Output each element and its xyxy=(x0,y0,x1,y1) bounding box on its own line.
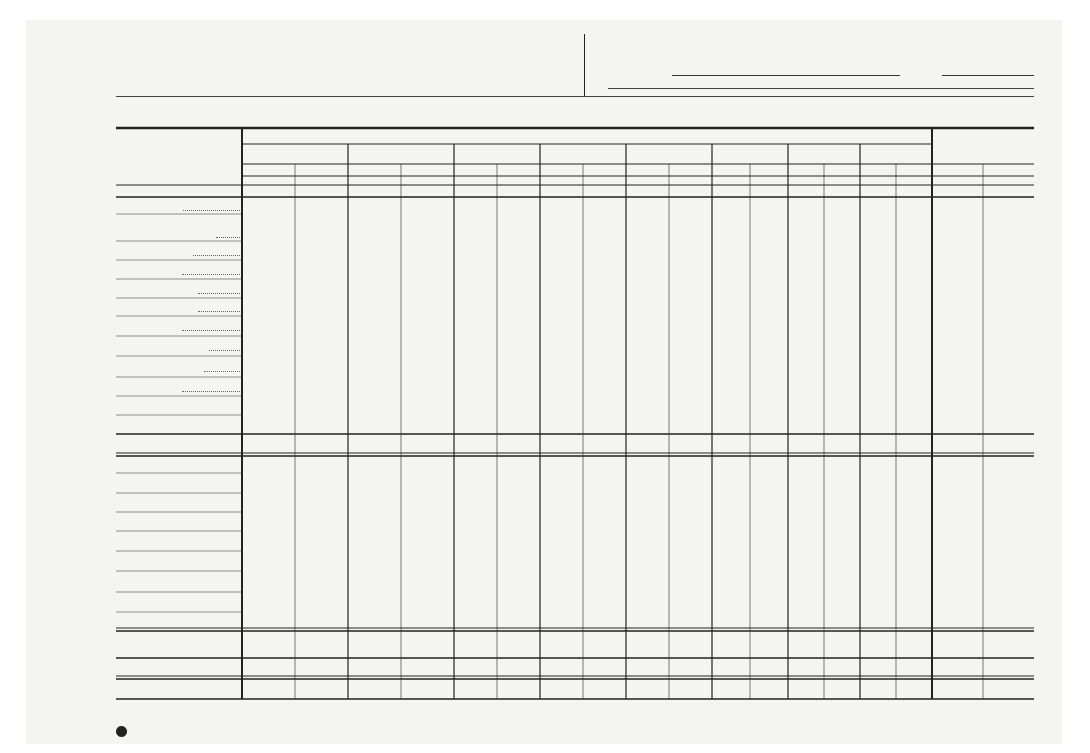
publisher-logo xyxy=(116,726,127,737)
leader-dots xyxy=(182,274,240,275)
leader-dots xyxy=(198,311,240,312)
leader-dots xyxy=(182,330,240,331)
leader-dots xyxy=(193,255,240,256)
leader-dots xyxy=(198,293,240,294)
leader-dots xyxy=(182,391,240,392)
leader-dots xyxy=(216,237,240,238)
leader-dots xyxy=(183,210,240,211)
leader-dots xyxy=(209,350,240,351)
leader-dots xyxy=(204,371,240,372)
